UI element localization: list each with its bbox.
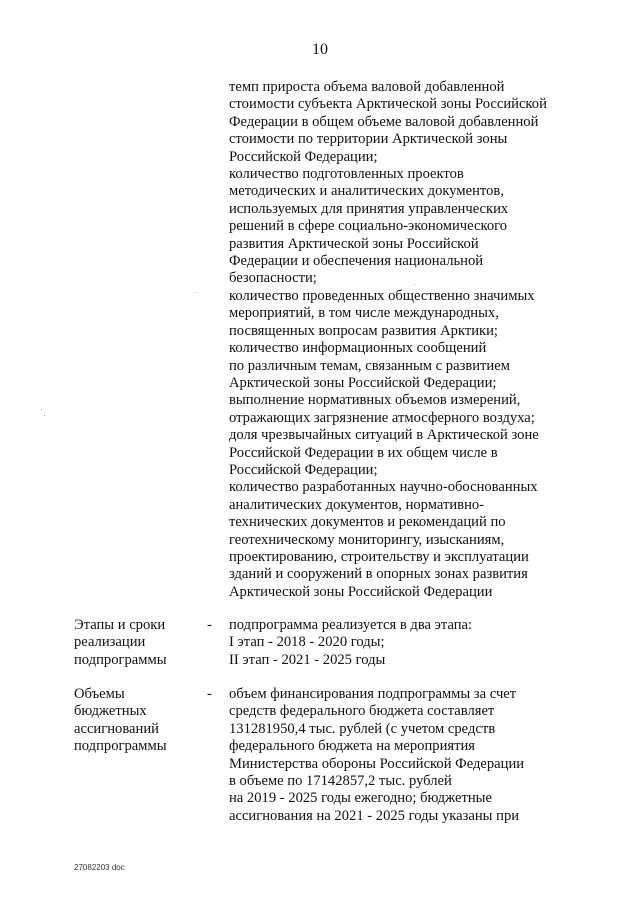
budget-label-line: подпрограммы — [74, 738, 167, 755]
indicator-line: аналитических документов, нормативно- — [229, 496, 485, 513]
scan-speck — [414, 284, 415, 285]
indicator-line: решений в сфере социально-экономического — [229, 218, 508, 235]
indicator-line: количество проведенных общественно значимых — [229, 287, 535, 304]
stages-dash: - — [207, 617, 212, 633]
indicator-line: стоимости субъекта Арктической зоны Российской — [229, 96, 547, 113]
stages-label-line: Этапы и сроки — [74, 617, 166, 633]
indicator-line: посвященных вопросам развития Арктики; — [229, 322, 498, 339]
budget-value-line: ассигнования на 2021 - 2025 годы указаны при — [229, 807, 520, 824]
indicator-line: количество информационных сообщений — [229, 340, 487, 357]
stages-label-line: реализации — [74, 634, 146, 651]
indicator-line: доля чрезвычайных ситуаций в Арктической зоне — [229, 427, 539, 444]
indicator-line: по различным темам, связанным с развитием — [229, 357, 510, 374]
indicator-line: развития Арктической зоны Российской — [229, 235, 479, 252]
budget-value-line: на 2019 - 2025 годы ежегодно; бюджетные — [229, 790, 492, 807]
indicator-line: Российской Федерации; — [229, 461, 378, 478]
indicator-line: безопасности; — [229, 270, 317, 287]
indicator-line: Федерации и обеспечения национальной — [229, 253, 484, 270]
budget-value-line: средств федерального бюджета составляет — [229, 703, 495, 720]
budget-value-line: Министерства обороны Российской Федерации — [229, 755, 525, 772]
scan-speck — [44, 415, 45, 416]
indicator-line: отражающих загрязнение атмосферного воздуха; — [229, 409, 535, 426]
budget-value-line: объем финансирования подпрограммы за счет — [229, 686, 517, 702]
budget-label-line: бюджетных — [74, 703, 147, 720]
stages-label-line: подпрограммы — [74, 651, 167, 668]
indicator-line: Российской Федерации; — [229, 148, 378, 165]
indicator-line: проектированию, строительству и эксплуатации — [229, 548, 529, 565]
budget-value-line: в объеме по 17142857,2 тыс. рублей — [229, 773, 452, 790]
indicator-line: Арктической зоны Российской Федерации — [229, 583, 493, 600]
budget-label — [74, 686, 194, 756]
stages-value — [229, 617, 601, 669]
budget-label-line: ассигнований — [74, 720, 159, 737]
indicator-line: выполнение нормативных объемов измерений, — [229, 392, 521, 409]
indicator-line: темп прироста объема валовой добавленной — [229, 79, 505, 95]
scan-speck — [196, 292, 197, 293]
indicator-line: количество подготовленных проектов — [229, 166, 464, 183]
scan-speck — [41, 409, 42, 410]
budget-label-line: Объемы — [74, 686, 125, 702]
budget-dash: - — [207, 686, 212, 702]
stages-value-line: подпрограмма реализуется в два этапа: — [229, 617, 473, 633]
budget-value-line: 131281950,4 тыс. рублей (с учетом средств — [229, 720, 496, 737]
indicators-text — [229, 79, 601, 601]
document-code: 27082203 doc — [74, 863, 125, 872]
stages-value-line: II этап - 2021 - 2025 годы — [229, 651, 386, 668]
indicator-line: технических документов и рекомендаций по — [229, 514, 506, 531]
page-number: 10 — [312, 41, 328, 58]
indicator-line: методических и аналитических документов, — [229, 183, 504, 200]
indicator-line: геотехническому мониторингу, изысканиям, — [229, 531, 505, 548]
indicator-line: зданий и сооружений в опорных зонах развития — [229, 566, 528, 583]
indicator-line: Федерации в общем объеме валовой добавленной — [229, 113, 539, 130]
indicator-line: Арктической зоны Российской Федерации; — [229, 374, 497, 391]
stages-value-line: I этап - 2018 - 2020 годы; — [229, 634, 385, 651]
indicator-line: стоимости по территории Арктической зоны — [229, 131, 508, 148]
indicator-line: используемых для принятия управленческих — [229, 200, 509, 217]
budget-value — [229, 686, 601, 825]
indicator-line: мероприятий, в том числе международных, — [229, 305, 499, 322]
stages-label — [74, 617, 194, 669]
indicator-line: количество разработанных научно-обоснованных — [229, 479, 538, 496]
budget-value-line: федерального бюджета на мероприятия — [229, 738, 475, 755]
indicator-line: Российской Федерации в их общем числе в — [229, 444, 498, 461]
